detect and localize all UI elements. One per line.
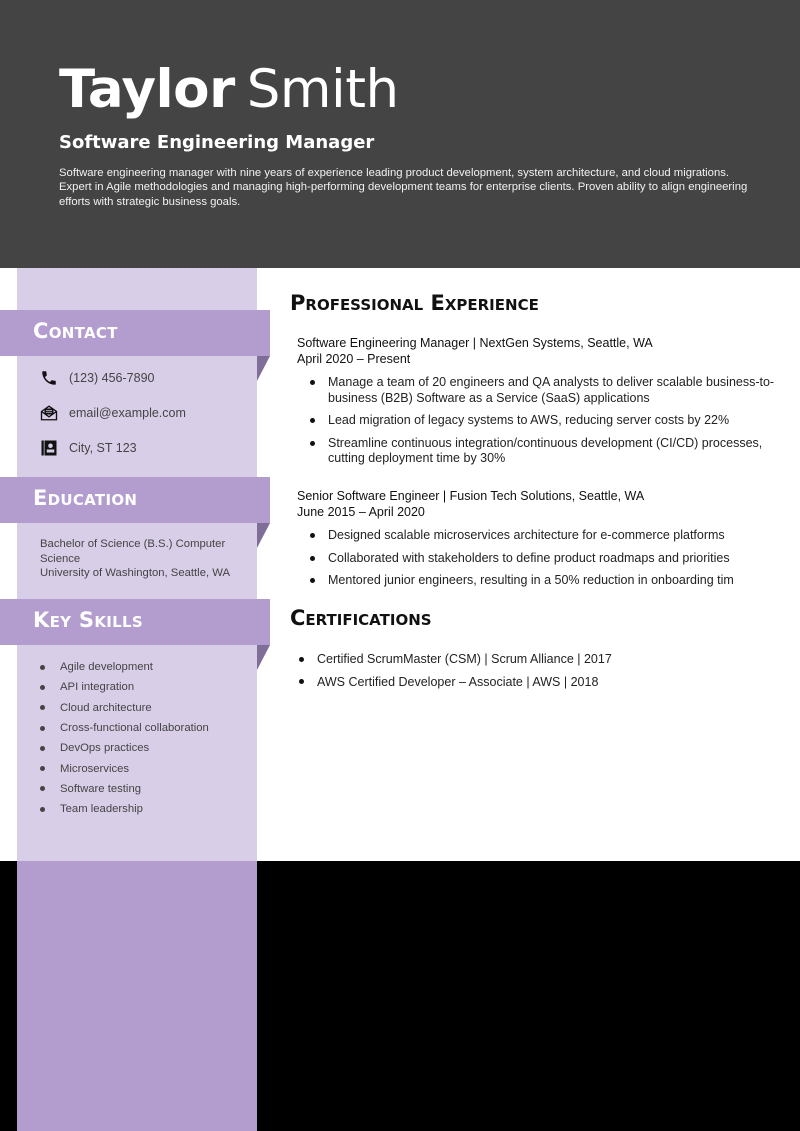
bullet-icon [310,380,315,385]
job-title: Software Engineering Manager [59,132,375,153]
bullet-icon [310,556,315,561]
list-item: Team leadership [40,799,209,819]
phone-icon [39,368,59,388]
job-dates: April 2020 – Present [297,352,411,366]
list-item: Streamline continuous integration/continuous development (CI/CD) processes, cutting deployment time by 30% [310,436,790,467]
bullet-icon [310,441,315,446]
contact-heading: Contact [33,319,118,343]
school: University of Washington, Seattle, WA [40,567,231,579]
degree: Bachelor of Science (B.S.) Computer Science [40,538,226,565]
job-header: Software Engineering Manager | NextGen Systems, Seattle, WA April 2020 – Present [297,336,653,366]
job-bullets [310,528,790,596]
contact-phone [39,368,154,388]
address-text: City, ST 123 [69,441,137,455]
list-item: Collaborated with stakeholders to define product roadmaps and priorities [310,551,790,567]
bullet-icon [299,657,304,662]
contact-email [39,403,186,423]
list-item: Software testing [40,779,209,799]
job-header: Senior Software Engineer | Fusion Tech Solutions, Seattle, WA June 2015 – April 2020 [297,489,645,519]
bullet-icon [40,685,45,690]
list-item: AWS Certified Developer – Associate | AWS | 2018 [299,671,612,694]
list-item: DevOps practices [40,738,209,758]
list-item: Manage a team of 20 engineers and QA analysts to deliver scalable business-to-business (B2B) Software as a Service (SaaS) applications [310,375,790,406]
address-book-icon [39,438,59,458]
list-item: Certified ScrumMaster (CSM) | Scrum Alliance | 2017 [299,648,612,671]
list-item: Cross-functional collaboration [40,718,209,738]
contact-ribbon [0,310,270,356]
list-item: API integration [40,677,209,697]
bullet-icon [310,578,315,583]
list-item: Mentored junior engineers, resulting in a 50% reduction in onboarding tim [310,573,790,589]
skills-heading: Key Skills [33,608,143,632]
bullet-icon [40,746,45,751]
list-item: Agile development [40,657,209,677]
education-ribbon [0,477,270,523]
phone-text: (123) 456-7890 [69,371,155,385]
bullet-icon [40,705,45,710]
bullet-icon [310,533,315,538]
job-dates: June 2015 – April 2020 [297,505,425,519]
summary: Software engineering manager with nine years of experience leading product development, system architecture, and cloud migrations. Expert in Agile methodologies and managing high-performing development teams for enterprise clients. Proven ability to align engineering efforts with strategic business goals. [59,167,748,208]
email-icon [39,403,59,423]
job-company: NextGen Systems, Seattle, WA [479,336,653,350]
bullet-icon [299,679,304,684]
education-heading: Education [33,486,138,510]
list-item: Designed scalable microservices architecture for e-commerce platforms [310,528,790,544]
certifications-list [299,648,612,693]
job-bullets [310,375,790,474]
candidate-name [59,58,399,122]
resume-header [0,0,800,268]
job-role: Senior Software Engineer [297,489,440,503]
sidebar-lower-band [17,861,257,1131]
bullet-icon [40,665,45,670]
bullet-icon [40,807,45,812]
first-name: Taylor [59,59,235,120]
list-item: Cloud architecture [40,698,209,718]
skills-ribbon [0,599,270,645]
certifications-heading: Certifications [290,606,432,630]
skills-list [40,657,209,819]
bullet-icon [40,786,45,791]
job-role: Software Engineering Manager [297,336,470,350]
bullet-icon [40,726,45,731]
education-entry [40,537,250,581]
list-item: Lead migration of legacy systems to AWS, reducing server costs by 22% [310,413,790,429]
email-text: email@example.com [69,406,186,420]
job-company: Fusion Tech Solutions, Seattle, WA [449,489,645,503]
last-name: Smith [246,59,399,120]
bullet-icon [40,766,45,771]
experience-heading: Professional Experience [290,291,539,315]
bullet-icon [310,418,315,423]
list-item: Microservices [40,758,209,778]
contact-address [39,438,137,458]
